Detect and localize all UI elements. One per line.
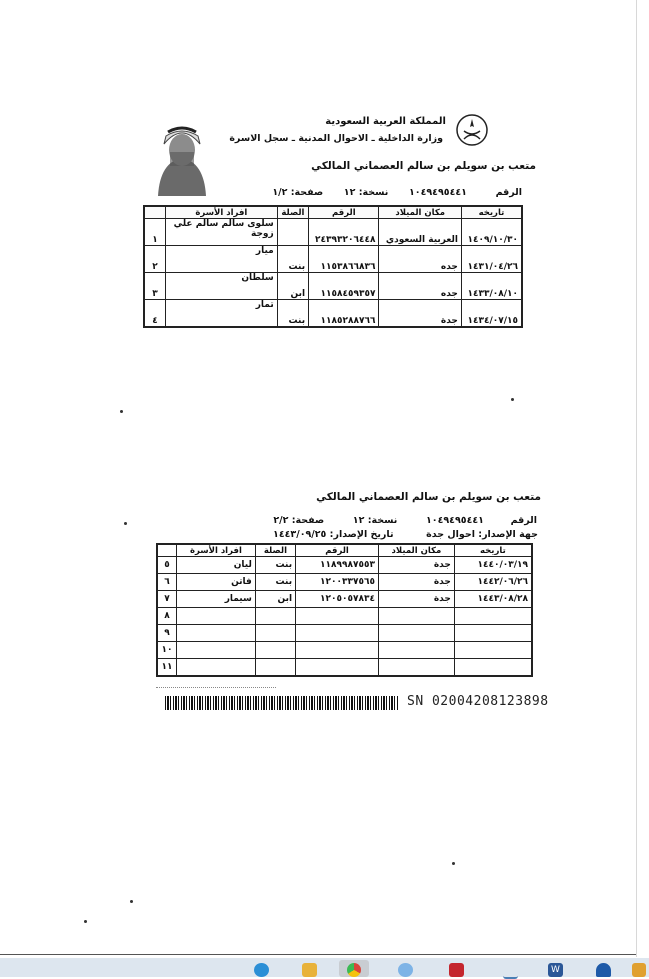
table-row bbox=[157, 659, 532, 677]
serial-number: SN 02004208123898 bbox=[407, 694, 549, 709]
number-label-2: الرقم bbox=[510, 515, 537, 526]
birthdate-cell: ١٤٤٣/٠٨/٢٨ bbox=[454, 591, 532, 608]
birthdate-cell: ١٤٠٩/١٠/٣٠ bbox=[461, 219, 522, 246]
holder-name-2: متعب بن سويلم بن سالم العصماني المالكي bbox=[316, 491, 541, 503]
issuer-label: جهة الإصدار: bbox=[478, 529, 538, 540]
birthdate-cell: ١٤٣١/٠٤/٢٦ bbox=[461, 246, 522, 273]
id-cell bbox=[296, 659, 379, 677]
id-cell: ١٢٠٥٠٥٧٨٣٤ bbox=[296, 591, 379, 608]
number-label: الرقم bbox=[495, 187, 522, 198]
copy-label: نسخة: bbox=[358, 187, 389, 198]
birthdate-cell bbox=[454, 608, 532, 625]
table-row bbox=[144, 273, 522, 300]
chrome-icon bbox=[347, 963, 361, 977]
birthdate-cell bbox=[454, 625, 532, 642]
scan-speck bbox=[452, 862, 455, 865]
table-header-row bbox=[157, 544, 532, 557]
header-birthdate: تاريخه bbox=[454, 544, 532, 557]
member-name bbox=[177, 659, 256, 677]
birthplace-cell: العربية السعودي bbox=[379, 219, 461, 246]
table-header-row bbox=[144, 206, 522, 219]
row-index: ٢ bbox=[144, 246, 166, 273]
issue-date-value: ١٤٤٣/٠٩/٢٥ bbox=[273, 529, 327, 540]
id-cell: ٢٤٣٩٣٢٠٦٤٤٨ bbox=[309, 219, 379, 246]
relation-cell: بنت bbox=[277, 246, 308, 273]
record-line-2 bbox=[273, 515, 537, 526]
taskbar bbox=[0, 958, 649, 977]
member-name: ليان bbox=[177, 557, 256, 574]
birthdate-cell: ١٤٤٢/٠٦/٢٦ bbox=[454, 574, 532, 591]
relation-cell bbox=[277, 219, 308, 246]
store-icon[interactable] bbox=[632, 963, 646, 977]
folder-icon[interactable] bbox=[302, 963, 317, 977]
id-cell bbox=[296, 625, 379, 642]
paint-icon[interactable] bbox=[398, 963, 413, 977]
holder-name: متعب بن سويلم بن سالم العصماني المالكي bbox=[311, 160, 536, 172]
page-label: صفحة: bbox=[290, 187, 324, 198]
edge-icon[interactable] bbox=[254, 963, 269, 977]
member-name bbox=[177, 608, 256, 625]
member-name bbox=[177, 642, 256, 659]
page-value-2: ٢/٢ bbox=[273, 515, 289, 526]
member-name bbox=[166, 219, 278, 246]
record-line-1 bbox=[272, 187, 522, 198]
table-row bbox=[157, 557, 532, 574]
birthplace-cell: جده bbox=[379, 273, 461, 300]
birthdate-cell: ١٤٣٣/٠٨/١٠ bbox=[461, 273, 522, 300]
number-value: ١٠٤٩٤٩٥٤٤١ bbox=[408, 187, 467, 198]
row-index: ١٠ bbox=[157, 642, 177, 659]
table-row bbox=[144, 246, 522, 273]
member-name: سيمار bbox=[177, 591, 256, 608]
row-index: ٨ bbox=[157, 608, 177, 625]
relation-cell: بنت bbox=[255, 557, 295, 574]
number-value-2: ١٠٤٩٤٩٥٤٤١ bbox=[425, 515, 484, 526]
table-row bbox=[144, 219, 522, 246]
relation-cell: بنت bbox=[255, 574, 295, 591]
row-index: ٣ bbox=[144, 273, 166, 300]
table-row bbox=[157, 625, 532, 642]
header-relation: الصلة bbox=[277, 206, 308, 219]
birthplace-cell bbox=[378, 625, 454, 642]
family-table-2 bbox=[156, 543, 533, 677]
header-id: الرقم bbox=[296, 544, 379, 557]
birthplace-cell: جدة bbox=[379, 300, 461, 328]
header-index bbox=[144, 206, 166, 219]
header-index bbox=[157, 544, 177, 557]
birthplace-cell: جدة bbox=[378, 591, 454, 608]
issuer-value: احوال جدة bbox=[426, 529, 475, 540]
page-value: ١/٢ bbox=[272, 187, 288, 198]
hat-icon[interactable] bbox=[596, 963, 611, 977]
scan-speck bbox=[120, 410, 123, 413]
scan-speck bbox=[130, 900, 133, 903]
row-index: ٦ bbox=[157, 574, 177, 591]
member-name bbox=[177, 625, 256, 642]
birthplace-cell: جدة bbox=[378, 574, 454, 591]
row-index: ١ bbox=[144, 219, 166, 246]
word-icon[interactable]: W bbox=[548, 963, 563, 977]
kingdom-title: المملكة العربية السعودية bbox=[325, 116, 446, 127]
id-cell: ١١٨٥٢٨٨٧٦٦ bbox=[309, 300, 379, 328]
copy-value: ١٢ bbox=[343, 187, 356, 198]
member-name: ميار bbox=[166, 246, 278, 273]
birthplace-cell: جدة bbox=[378, 557, 454, 574]
relation-cell bbox=[255, 625, 295, 642]
relation-cell: ابن bbox=[277, 273, 308, 300]
table-row bbox=[144, 300, 522, 328]
scan-speck bbox=[124, 522, 127, 525]
table-row bbox=[157, 591, 532, 608]
row-index: ١١ bbox=[157, 659, 177, 677]
row-index: ٧ bbox=[157, 591, 177, 608]
birthplace-cell bbox=[378, 608, 454, 625]
birthdate-cell: ١٤٣٤/٠٧/١٥ bbox=[461, 300, 522, 328]
saudi-emblem-icon bbox=[455, 113, 489, 147]
scan-speck bbox=[84, 920, 87, 923]
header-members: افراد الأسرة bbox=[166, 206, 278, 219]
scan-speck bbox=[511, 398, 514, 401]
relation-cell bbox=[255, 659, 295, 677]
id-cell bbox=[296, 642, 379, 659]
header-birthplace: مكان الميلاد bbox=[379, 206, 461, 219]
birthplace-cell bbox=[378, 642, 454, 659]
member-name: فاتن bbox=[177, 574, 256, 591]
table-row bbox=[157, 642, 532, 659]
id-cell: ١١٥٨٤٥٩٣٥٧ bbox=[309, 273, 379, 300]
row-index: ٤ bbox=[144, 300, 166, 328]
id-cell bbox=[296, 608, 379, 625]
header-members: افراد الأسرة bbox=[177, 544, 256, 557]
relation-cell: بنت bbox=[277, 300, 308, 328]
member-relation: زوجة bbox=[250, 229, 274, 239]
page-label-2: صفحة: bbox=[291, 515, 325, 526]
copy-label-2: نسخة: bbox=[367, 515, 398, 526]
holder-photo bbox=[150, 122, 214, 196]
table-row bbox=[157, 608, 532, 625]
member-name: سلطان bbox=[166, 273, 278, 300]
page-bottom-rule bbox=[0, 954, 636, 955]
birthdate-cell: ١٤٤٠/٠٣/١٩ bbox=[454, 557, 532, 574]
header-id: الرقم bbox=[309, 206, 379, 219]
barcode bbox=[165, 696, 399, 710]
copy-value-2: ١٢ bbox=[352, 515, 365, 526]
relation-cell bbox=[255, 642, 295, 659]
table-row bbox=[157, 574, 532, 591]
member-name-text: سلوى سالم سالم علي bbox=[173, 219, 274, 229]
family-table-1 bbox=[143, 205, 523, 328]
printer-marking bbox=[156, 687, 276, 693]
id-cell: ١١٨٩٩٨٧٥٥٣ bbox=[296, 557, 379, 574]
issue-date-label: تاريخ الإصدار: bbox=[329, 529, 394, 540]
red-app-icon[interactable] bbox=[449, 963, 464, 977]
birthdate-cell bbox=[454, 659, 532, 677]
member-name: تمار bbox=[166, 300, 278, 328]
relation-cell: ابن bbox=[255, 591, 295, 608]
chrome-taskbar-button[interactable] bbox=[339, 960, 369, 977]
row-index: ٥ bbox=[157, 557, 177, 574]
birthdate-cell bbox=[454, 642, 532, 659]
ministry-title: وزارة الداخلية ـ الاحوال المدنية ـ سجل الاسرة bbox=[229, 133, 443, 144]
relation-cell bbox=[255, 608, 295, 625]
issuer-line bbox=[273, 529, 538, 540]
birthplace-cell: جده bbox=[379, 246, 461, 273]
header-birthplace: مكان الميلاد bbox=[378, 544, 454, 557]
header-birthdate: تاريخه bbox=[461, 206, 522, 219]
id-cell: ١٢٠٠٣٣٧٥٦٥ bbox=[296, 574, 379, 591]
header-relation: الصلة bbox=[255, 544, 295, 557]
id-cell: ١١٥٣٨٦٦٨٣٦ bbox=[309, 246, 379, 273]
birthplace-cell bbox=[378, 659, 454, 677]
page-edge bbox=[636, 0, 637, 957]
row-index: ٩ bbox=[157, 625, 177, 642]
